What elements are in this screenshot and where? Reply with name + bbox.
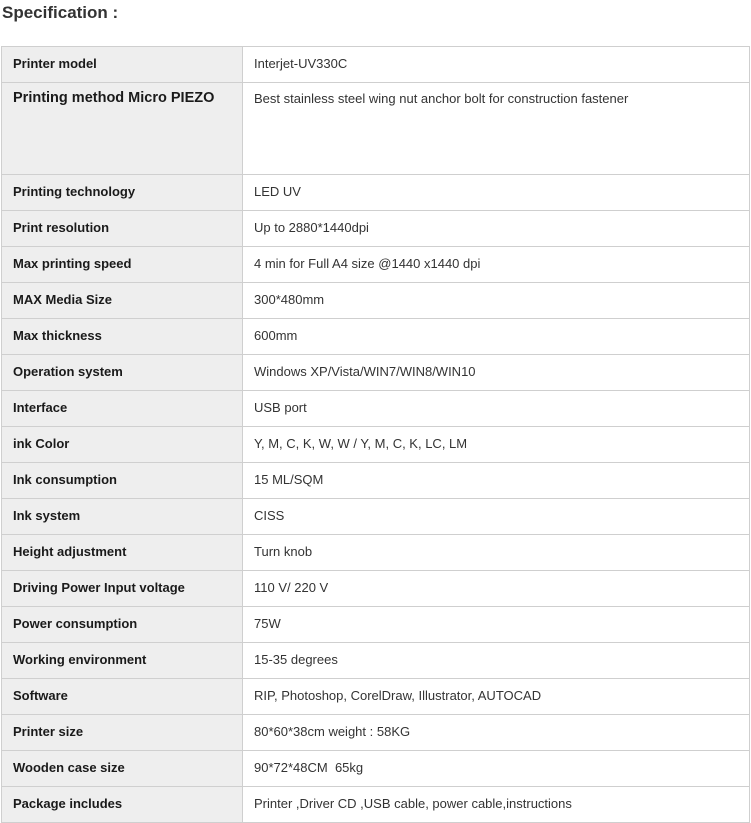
spec-value: 15 ML/SQM <box>243 463 750 499</box>
spec-value: LED UV <box>243 175 750 211</box>
table-row <box>2 607 750 643</box>
spec-value: Printer ,Driver CD ,USB cable, power cable,instructions <box>243 787 750 823</box>
spec-label: Ink consumption <box>2 463 243 499</box>
table-row <box>2 751 750 787</box>
table-row <box>2 679 750 715</box>
table-row <box>2 535 750 571</box>
table-row <box>2 643 750 679</box>
table-row <box>2 211 750 247</box>
table-row <box>2 571 750 607</box>
spec-value: 80*60*38cm weight : 58KG <box>243 715 750 751</box>
table-row <box>2 283 750 319</box>
table-row <box>2 247 750 283</box>
table-row <box>2 355 750 391</box>
spec-label: Printing method Micro PIEZO <box>2 83 243 175</box>
spec-value: RIP, Photoshop, CorelDraw, Illustrator, AUTOCAD <box>243 679 750 715</box>
spec-value: 4 min for Full A4 size @1440 x1440 dpi <box>243 247 750 283</box>
spec-value: Turn knob <box>243 535 750 571</box>
spec-value: 75W <box>243 607 750 643</box>
table-row <box>2 47 750 83</box>
spec-value: CISS <box>243 499 750 535</box>
spec-value: Y, M, C, K, W, W / Y, M, C, K, LC, LM <box>243 427 750 463</box>
spec-label: Max printing speed <box>2 247 243 283</box>
table-row <box>2 83 750 175</box>
spec-value: Up to 2880*1440dpi <box>243 211 750 247</box>
table-row <box>2 787 750 823</box>
spec-value: Interjet-UV330C <box>243 47 750 83</box>
table-row <box>2 175 750 211</box>
spec-label: Wooden case size <box>2 751 243 787</box>
spec-label: Working environment <box>2 643 243 679</box>
spec-label: Driving Power Input voltage <box>2 571 243 607</box>
table-row <box>2 463 750 499</box>
spec-value: Best stainless steel wing nut anchor bolt for construction fastener <box>243 83 750 175</box>
page-title: Specification : <box>2 3 119 22</box>
spec-label: Printer model <box>2 47 243 83</box>
spec-label: Printing technology <box>2 175 243 211</box>
spec-label: Max thickness <box>2 319 243 355</box>
spec-label: Ink system <box>2 499 243 535</box>
spec-value: 110 V/ 220 V <box>243 571 750 607</box>
spec-value: Windows XP/Vista/WIN7/WIN8/WIN10 <box>243 355 750 391</box>
spec-value: 300*480mm <box>243 283 750 319</box>
spec-label: ink Color <box>2 427 243 463</box>
table-row <box>2 499 750 535</box>
spec-value: 15-35 degrees <box>243 643 750 679</box>
spec-label: Print resolution <box>2 211 243 247</box>
spec-label: Interface <box>2 391 243 427</box>
spec-label: Power consumption <box>2 607 243 643</box>
spec-label: Operation system <box>2 355 243 391</box>
spec-value: USB port <box>243 391 750 427</box>
spec-label: Printer size <box>2 715 243 751</box>
spec-table <box>1 46 750 823</box>
spec-label: Software <box>2 679 243 715</box>
table-row <box>2 391 750 427</box>
spec-label: Package includes <box>2 787 243 823</box>
table-row <box>2 427 750 463</box>
spec-label: MAX Media Size <box>2 283 243 319</box>
table-row <box>2 319 750 355</box>
spec-value: 600mm <box>243 319 750 355</box>
spec-value: 90*72*48CM 65kg <box>243 751 750 787</box>
spec-label: Height adjustment <box>2 535 243 571</box>
table-row <box>2 715 750 751</box>
